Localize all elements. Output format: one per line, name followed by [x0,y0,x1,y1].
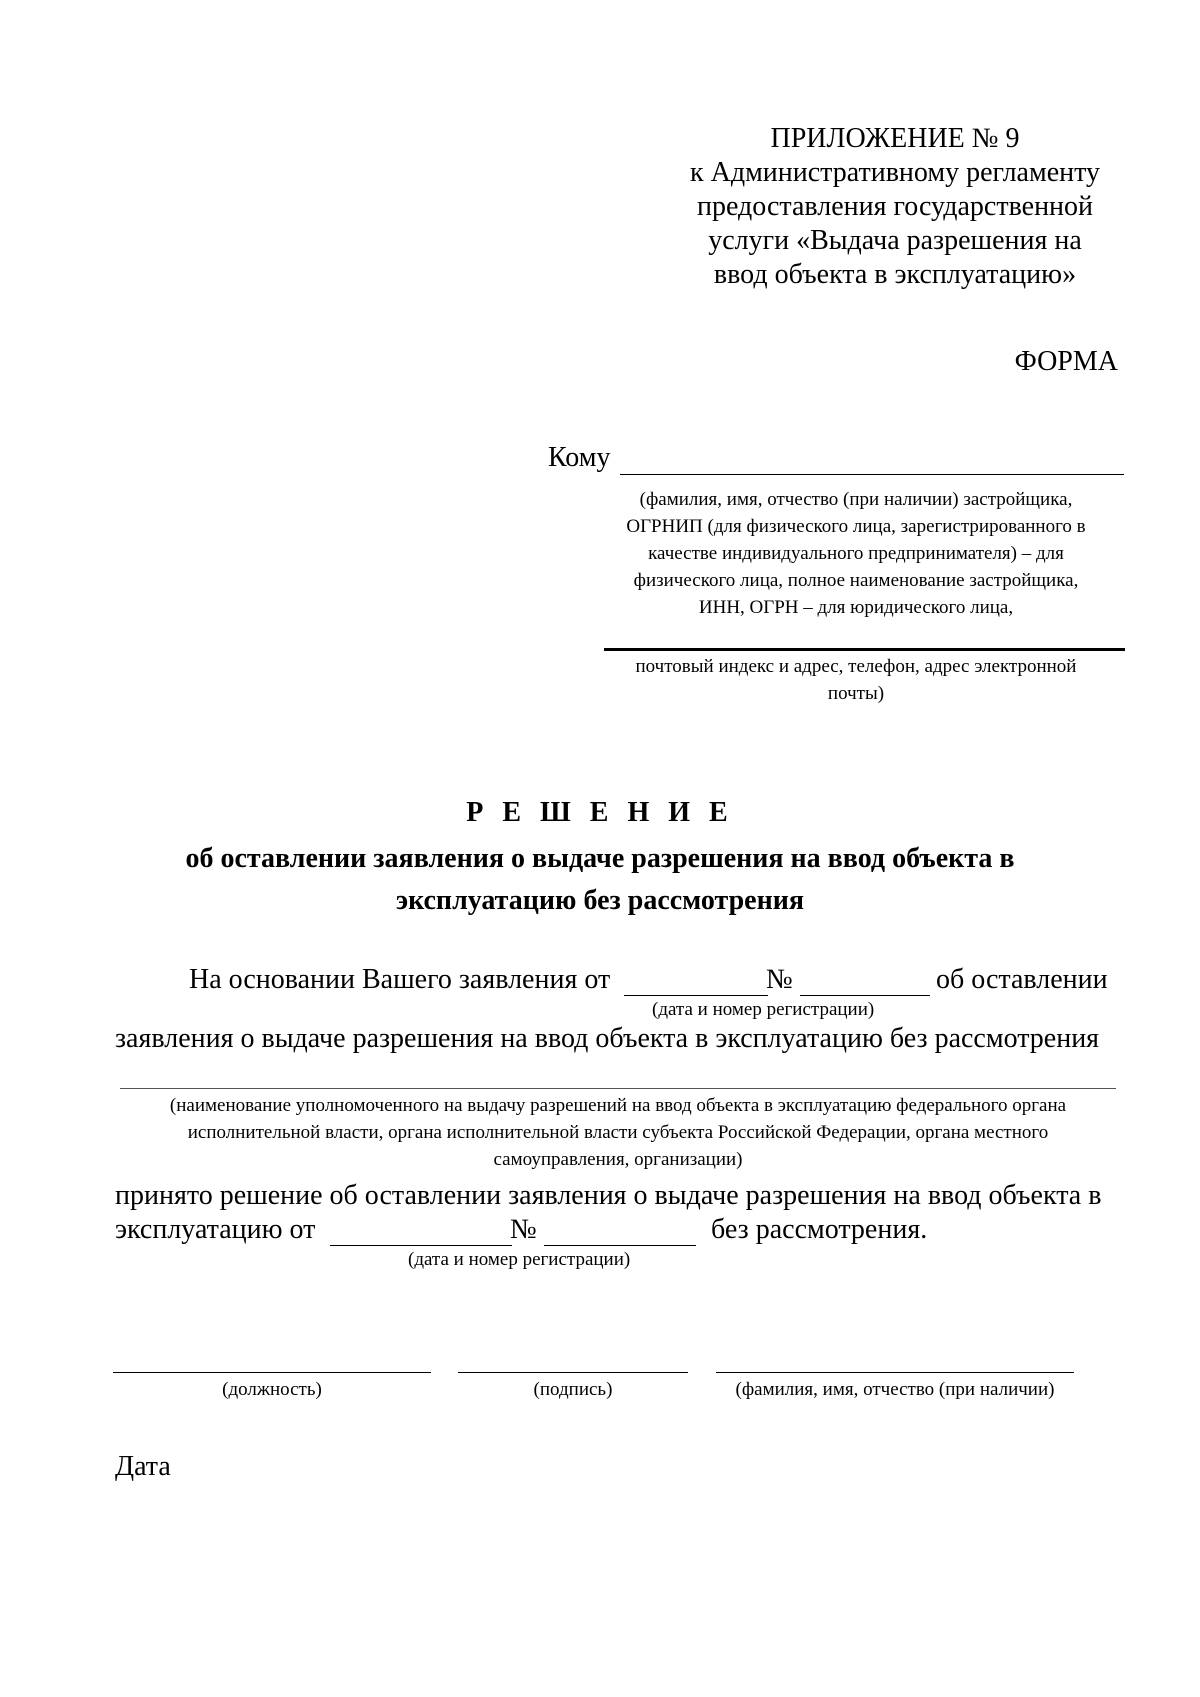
appendix-line: ввод объекта в эксплуатацию» [713,259,1077,290]
recipient-label: Кому [548,442,611,473]
recipient-note-line: качестве индивидуального предпринимателя) – для [648,543,1064,564]
position-field[interactable] [113,1372,431,1373]
document-title: Р Е Ш Е Н И Е [466,797,734,828]
paragraph1-line2: заявления о выдаче разрешения на ввод объекта в эксплуатацию без рассмотрения [115,1023,1100,1054]
recipient-note-line: (фамилия, имя, отчество (при наличии) застройщика, [639,489,1073,510]
paragraph2-end: без рассмотрения. [711,1214,928,1245]
paragraph2-caption: (дата и номер регистрации) [408,1249,631,1270]
application-number-field[interactable] [800,995,930,996]
subtitle-line: об оставлении заявления о выдаче разрешения на ввод объекта в [185,843,1015,874]
decision-number-field[interactable] [544,1245,696,1246]
recipient-note-line: ОГРНИП (для физического лица, зарегистрированного в [626,516,1086,537]
recipient-name-field[interactable] [620,474,1124,475]
paragraph1-end: об оставлении [936,964,1108,995]
signature-caption: (подпись) [533,1379,613,1400]
authority-note-line: (наименование уполномоченного на выдачу разрешений на ввод объекта в эксплуатацию федерального органа [169,1095,1067,1116]
postal-note-line: почтовый индекс и адрес, телефон, адрес электронной [635,656,1077,677]
authority-name-field[interactable] [120,1088,1116,1089]
decision-date-field[interactable] [330,1245,512,1246]
number-sign: № [510,1214,537,1245]
paragraph1-caption: (дата и номер регистрации) [652,999,875,1020]
position-caption: (должность) [222,1379,322,1400]
application-date-field[interactable] [624,995,768,996]
authority-note [115,1092,1121,1173]
appendix-line: ПРИЛОЖЕНИЕ № 9 [770,123,1020,154]
appendix-line: к Административному регламенту [690,157,1100,188]
recipient-note [596,486,1116,621]
appendix-line: предоставления государственной [696,191,1094,222]
recipient-address-field[interactable] [604,648,1125,651]
postal-note-line: почты) [827,683,885,704]
signature-field[interactable] [458,1372,688,1373]
appendix-header [660,122,1130,292]
recipient-note-line: физического лица, полное наименование застройщика, [633,570,1079,591]
document-subtitle [0,838,1200,922]
number-sign: № [766,964,793,995]
form-label: ФОРМА [1014,346,1118,377]
paragraph2-line1: принято решение об оставлении заявления о выдаче разрешения на ввод объекта в [115,1180,1102,1211]
postal-note [616,653,1096,707]
authority-note-line: самоуправления, организации) [493,1149,743,1170]
paragraph1-start: На основании Вашего заявления от [189,964,611,995]
full-name-field[interactable] [716,1372,1074,1373]
recipient-note-line: ИНН, ОГРН – для юридического лица, [698,597,1014,618]
full-name-caption: (фамилия, имя, отчество (при наличии) [735,1379,1055,1400]
date-label: Дата [115,1451,171,1482]
subtitle-line: эксплуатацию без рассмотрения [395,885,805,916]
paragraph2-start: эксплуатацию от [115,1214,316,1245]
authority-note-line: исполнительной власти, органа исполнительной власти субъекта Российской Федерации, органа местного [187,1122,1049,1143]
appendix-line: услуги «Выдача разрешения на [708,225,1082,256]
